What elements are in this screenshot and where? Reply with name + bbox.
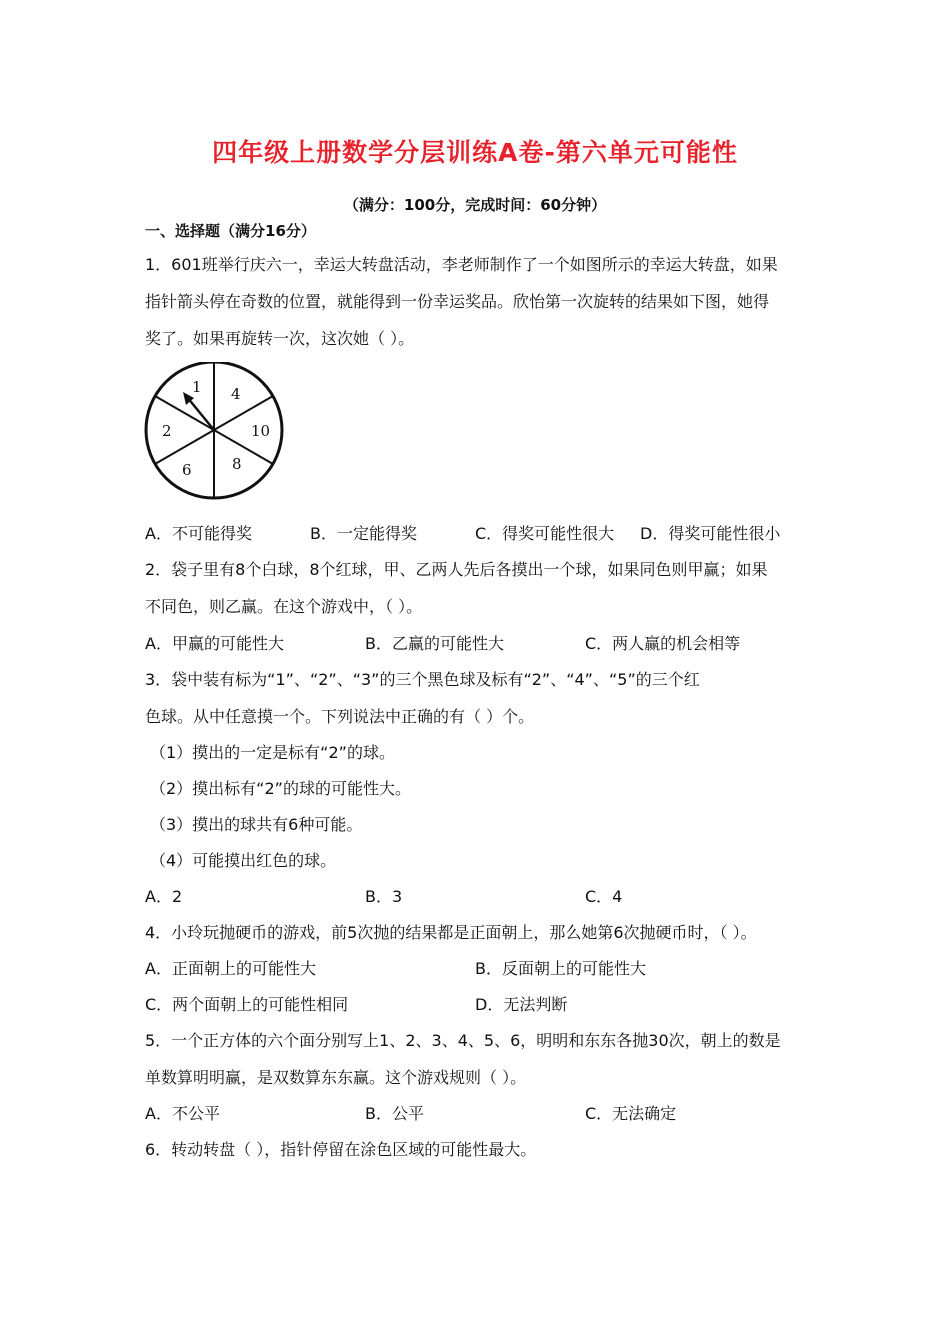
question-2-option-c: C．两人赢的机会相等 bbox=[585, 634, 741, 653]
question-3-statement-1: （1）摸出的一定是标有“2”的球。 bbox=[150, 743, 395, 762]
question-1-line-2: 指针箭头停在奇数的位置，就能得到一份幸运奖品。欣怡第一次旋转的结果如下图，她得 bbox=[145, 292, 770, 311]
wheel-number-4: 4 bbox=[231, 385, 241, 403]
section-heading: 一、选择题（满分16分） bbox=[145, 222, 316, 240]
question-4-option-a: A．正面朝上的可能性大 bbox=[145, 959, 316, 978]
question-5-line-1: 5．一个正方体的六个面分别写上1、2、3、4、5、6，明明和东东各抛30次，朝上的数是 bbox=[145, 1031, 781, 1050]
question-1-option-c: C．得奖可能性很大 bbox=[475, 524, 615, 543]
question-2-line-1: 2．袋子里有8个白球，8个红球，甲、乙两人先后各摸出一个球，如果同色则甲赢；如果 bbox=[145, 560, 768, 579]
exam-info: （满分：100分，完成时间：60分钟） bbox=[343, 196, 607, 214]
question-4-option-b: B．反面朝上的可能性大 bbox=[475, 959, 646, 978]
question-2-option-b: B．乙赢的可能性大 bbox=[365, 634, 504, 653]
question-3-option-c: C．4 bbox=[585, 887, 623, 906]
wheel-number-6: 6 bbox=[182, 461, 192, 479]
question-2-option-a: A．甲赢的可能性大 bbox=[145, 634, 284, 653]
question-5-line-2: 单数算明明赢，是双数算东东赢。这个游戏规则（ ）。 bbox=[145, 1068, 527, 1087]
question-5-option-b: B．公平 bbox=[365, 1104, 424, 1123]
wheel-number-1: 1 bbox=[192, 378, 202, 396]
question-4-option-d: D．无法判断 bbox=[475, 995, 568, 1014]
wheel-number-2: 2 bbox=[162, 422, 172, 440]
question-3-line-1: 3．袋中装有标为“1”、“2”、“3”的三个黑色球及标有“2”、“4”、“5”的三个红 bbox=[145, 670, 700, 689]
question-1-option-a: A．不可能得奖 bbox=[145, 524, 252, 543]
question-3-statement-2: （2）摸出标有“2”的球的可能性大。 bbox=[150, 779, 411, 798]
question-5-option-a: A．不公平 bbox=[145, 1104, 220, 1123]
question-4-option-c: C．两个面朝上的可能性相同 bbox=[145, 995, 349, 1014]
question-3-option-b: B．3 bbox=[365, 887, 403, 906]
question-3-option-a: A．2 bbox=[145, 887, 183, 906]
question-3-statement-3: （3）摸出的球共有6种可能。 bbox=[150, 815, 363, 834]
page-title: 四年级上册数学分层训练A卷-第六单元可能性 bbox=[212, 138, 738, 167]
question-3-statement-4: （4）可能摸出红色的球。 bbox=[150, 851, 337, 870]
wheel-number-10: 10 bbox=[251, 422, 271, 440]
question-5-option-c: C．无法确定 bbox=[585, 1104, 677, 1123]
question-1-line-3: 奖了。如果再旋转一次，这次她（ ）。 bbox=[145, 329, 415, 348]
question-3-line-2: 色球。从中任意摸一个。下列说法中正确的有（ ）个。 bbox=[145, 707, 535, 726]
question-1-line-1: 1．601班举行庆六一，幸运大转盘活动，李老师制作了一个如图所示的幸运大转盘，如果 bbox=[145, 255, 778, 274]
question-2-line-2: 不同色，则乙赢。在这个游戏中，（ ）。 bbox=[145, 597, 423, 616]
lucky-wheel-figure bbox=[142, 362, 286, 506]
wheel-number-8: 8 bbox=[232, 455, 242, 473]
question-1-option-d: D．得奖可能性很小 bbox=[640, 524, 781, 543]
question-4-line-1: 4．小玲玩抛硬币的游戏，前5次抛的结果都是正面朝上，那么她第6次抛硬币时，（ ）。 bbox=[145, 923, 757, 942]
question-1-option-b: B．一定能得奖 bbox=[310, 524, 417, 543]
question-6-line-1: 6．转动转盘（ ），指针停留在涂色区域的可能性最大。 bbox=[145, 1140, 537, 1159]
